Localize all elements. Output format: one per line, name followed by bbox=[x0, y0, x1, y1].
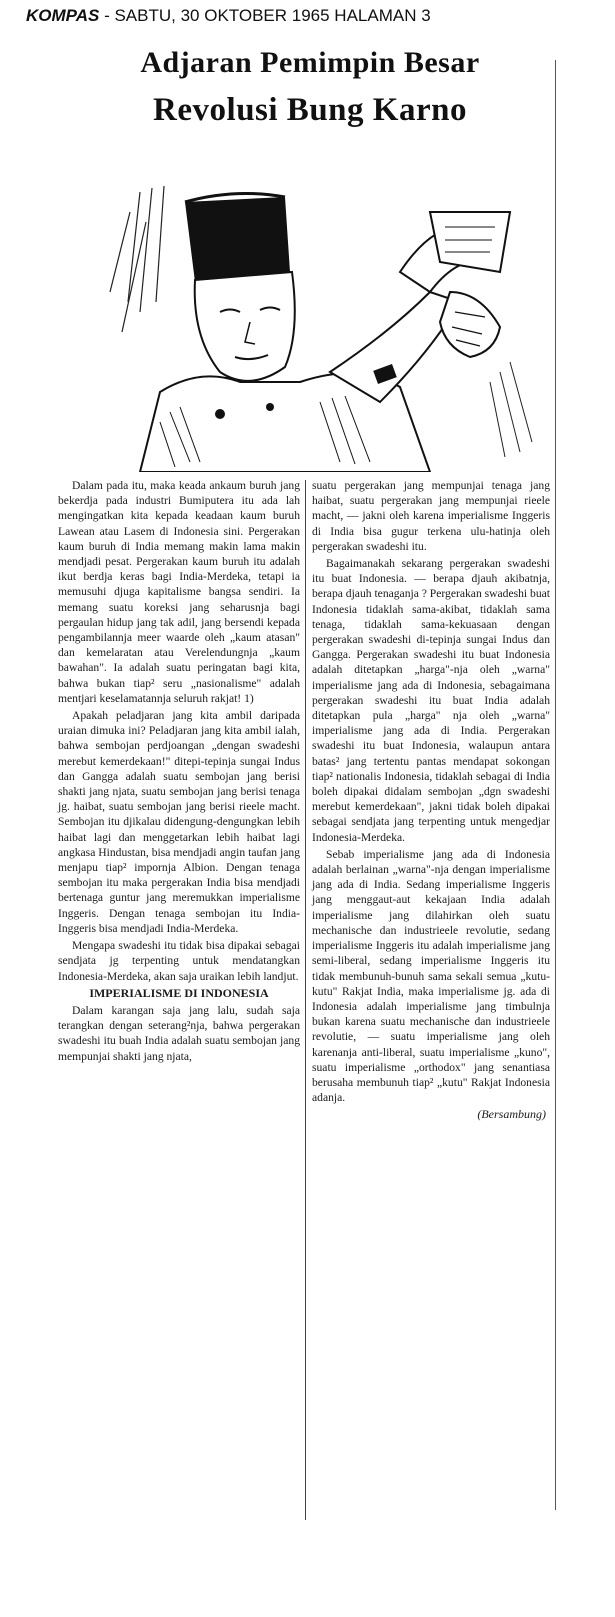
sukarno-illustration bbox=[100, 152, 540, 472]
article-column-right bbox=[312, 478, 550, 1123]
headline-line-2: Revolusi Bung Karno bbox=[153, 92, 467, 128]
paragraph: Dalam pada itu, maka keada ankaum buruh jang bekerdja pada industri Bumiputera itu ada lah mengingatkan kita kepada keadaan kaum buruh Lawean atau Lasem di Indonesia sini. Pergerakan kaum buruh di India memang makin lama makin mendjadi pesat. Pergerakan kaum buruh itu adalah ikut berdja keras bagi India-Merdeka, tetapi ia memusuhi djuga kapitalisme bangsa sendiri. Ia memang suatu koreksi jang seharusnja bagi pergaulan hidup jang tak adil, jang bersendi kepada pengambilannja meer waarde oleh „kaum atasan" dan kemelaratan atau Verelendungnja „kaum bawahan". Ia adalah suatu peringatan bagi kita, bahwa bukan tiap² seru „nasionalisme" adalah mentjari keselamatannja seluruh rakjat! 1) bbox=[58, 479, 300, 705]
headline-line-1: Adjaran Pemimpin Besar bbox=[140, 46, 480, 79]
paragraph: suatu pergerakan jang mempunjai tenaga jang haibat, suatu pergerakan jang mempunjai rieele macht, — jakni oleh karena imperialisme Inggeris di India bisa gugur terkena ulu-hatinja oleh pergerakan swadeshi itu. bbox=[312, 479, 550, 553]
paragraph: Sebab imperialisme jang ada di Indonesia adalah berlainan „warna"-nja dengan imperialisme jang ada di India. Sedang imperialisme Inggeris jang menggaut-aut kekajaan India adalah imperialisme jang dilahirkan oleh suatu mechanische dan industrieele revolutie, sedang imperialisme Inggeris itu adalah imperialisme jang semi-liberal, sedang imperialisme Inggeris itu tidak membunuh-bunuh sama sekali semua „kutu-kutu" Rakjat India, maka imperialisme jg. ada di Indonesia adalah imperialisme jang timbulnja bukan karena suatu mechanische dan industrieele revolutie, — suatu imperialisme jang oleh karenanja anti-liberal, suatu imperialisme „kuno", suatu imperialisme „orthodox" jang senantiasa berusaha membunuh tiap² „kutu" Rakjat Indonesia adanja. bbox=[312, 847, 550, 1105]
paragraph: Dalam karangan saja jang lalu, sudah saja terangkan dengan seterang²nja, bahwa pergerakan swadeshi itu buah India adalah suatu sembojan jang mempunjai shakti jang njata, bbox=[58, 1003, 300, 1063]
page-header bbox=[26, 6, 431, 26]
article-column-left bbox=[58, 478, 300, 1064]
paragraph: Apakah peladjaran jang kita ambil daripada uraian dimuka ini? Peladjaran jang kita ambil ialah, bahwa sembojan perdjoangan „dengan swadeshi merebut kemerdekaan!" ditepi-tepinja sungai Indus dan Gangga adalah suatu sembojan jang berisi shakti jang njata, suatu sembojan jang berisi tenaga jg. haibat, suatu sembojan jang berisi rieele macht. Sembojan itu djikalau didengung-dengungkan lebih haibat lagi dan menggetarkan lebih haibat lagi angkasa Hindustan, bisa mendjadi angin taufan jang menjapu tiap² impornja Albion. Dengan tenaga sembojan itu maka pergerakan India bisa mendjadi bertenaga guntur jang meremukkan imperialisme Inggeris. Dengan tenaga sembojan itu India-Inggeris bisa mendjadi India-Merdeka. bbox=[58, 709, 300, 935]
paragraph: Bagaimanakah sekarang pergerakan swadeshi itu buat Indonesia. — berapa djauh akibatnja, berapa djauh tenaganja ? Pergerakan swadeshi buat Indonesia tidaklah sama-akibat, tidaklah sama tenaga, tidaklah sama-kekuasaan dengan pergerakan swadeshi di-tepinja sungai Indus dan Gangga. Pergerakan swadeshi itu buat Indonesia adalah ditetapkan „harga"-nja oleh „warna" imperialisme jang ada di Indonesia, sebagaimana pergerakan swadeshi itu buat India adalah ditetapkan pula „harga" nja oleh „warna" imperialisme jang ada di India. Pergerakan swadeshi itu buat Indonesia, walaupun antara batas² jang tertentu pantas mendapat sokongan tiap² nationalis Indonesia, tidaklah sebagai di India boleh dipakai didalam sembojan „dgn swadeshi merebut kemerdekaan", jakni tidak boleh dipakai sebagai sendjata jang terpenting untuk mengedjar Indonesia-Merdeka. bbox=[312, 557, 551, 844]
continued-note: (Bersambung) bbox=[477, 1107, 546, 1122]
section-subheading: IMPERIALISME DI INDONESIA bbox=[89, 985, 269, 1000]
issue-date-page: - SABTU, 30 OKTOBER 1965 HALAMAN 3 bbox=[99, 6, 431, 25]
right-column-rule bbox=[555, 60, 556, 1510]
newspaper-name: KOMPAS bbox=[26, 6, 100, 25]
paragraph: Mengapa swadeshi itu tidak bisa dipakai sebagai sendjata jg terpenting untuk mendatangkan Indonesia-Merdeka, akan saja uraikan lebih landjut. bbox=[58, 939, 300, 983]
column-divider bbox=[305, 480, 306, 1520]
